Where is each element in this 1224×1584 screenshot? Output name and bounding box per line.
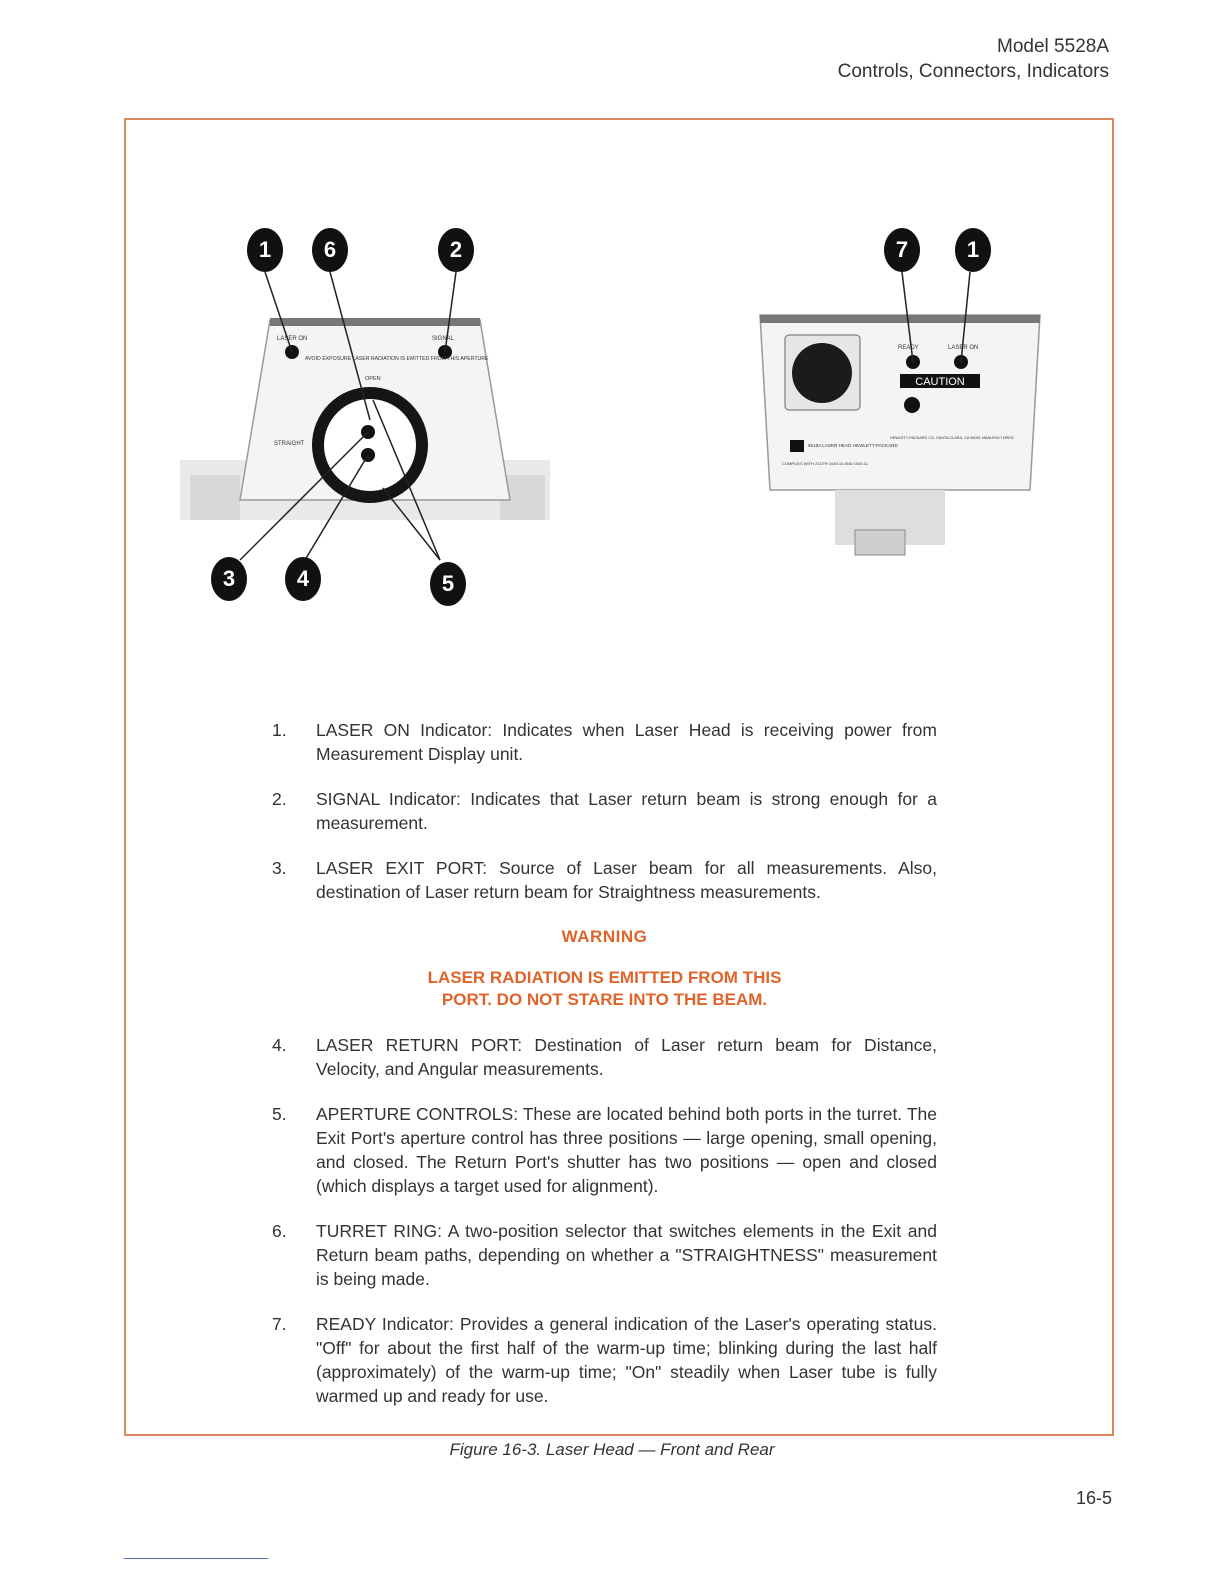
front-signal-label: SIGNAL (432, 336, 455, 342)
warning-line-2: PORT. DO NOT STARE INTO THE BEAM. (441, 990, 768, 1009)
item-number: 7. (272, 1314, 287, 1334)
caution-label: CAUTION (915, 376, 965, 388)
front-warning-label: AVOID EXPOSURE LASER RADIATION IS EMITTED FROM THIS APERTURE (305, 356, 489, 362)
list-item (272, 1102, 937, 1198)
item-text: TURRET RING: A two-position selector that switches elements in the Exit and Return beam paths, depending on whether a "STRAIGHTNESS" measurement is being made. (316, 1221, 937, 1289)
item-number: 5. (272, 1104, 287, 1124)
rear-nameplate: 5518A LASER HEAD HEWLETT-PACKARD (808, 443, 898, 448)
callout-7: 7 (884, 228, 920, 272)
front-laser-on-label: LASER ON (277, 336, 308, 342)
warning-line-1: LASER RADIATION IS EMITTED FROM THIS (427, 968, 782, 987)
rear-ready-label: READY (898, 345, 919, 351)
callout-leader-lines (0, 0, 1224, 700)
item-text: READY Indicator: Provides a general indication of the Laser's operating status. "Off" for about the first half of the warm-up time; blinking during the last half (approximately) of the warm-up time; "On" steadily when Laser tube is fully warmed up and ready for use. (316, 1314, 937, 1406)
list-item (272, 718, 937, 766)
footer-rule (124, 1558, 268, 1559)
header-section: Controls, Connectors, Indicators (837, 61, 1109, 82)
list-item (272, 1219, 937, 1291)
item-number: 6. (272, 1221, 287, 1241)
list-item (272, 1033, 937, 1081)
item-number: 2. (272, 789, 287, 809)
page-number: 16-5 (1075, 1488, 1112, 1508)
item-number: 4. (272, 1035, 287, 1055)
callout-2: 2 (438, 228, 474, 272)
list-item (272, 1312, 937, 1408)
front-straight-label: STRAIGHT (274, 441, 305, 447)
item-number: 3. (272, 858, 287, 878)
callout-5: 5 (430, 562, 466, 606)
warning-title: WARNING (561, 927, 648, 946)
rear-laser-on-label: LASER ON (948, 345, 979, 351)
item-text: APERTURE CONTROLS: These are located behind both ports in the turret. The Exit Port's aperture control has three positions — large opening, small opening, and closed. The Return Port's shutter has two positions — open and closed (which displays a target used for alignment). (316, 1104, 937, 1196)
item-number: 1. (272, 720, 287, 740)
item-text: LASER RETURN PORT: Destination of Laser return beam for Distance, Velocity, and Angular measurements. (316, 1035, 937, 1079)
rear-manufacturer: HEWLETT-PACKARD CO. SANTA CLARA, CA 95051 MANUFACTURED (890, 436, 1014, 440)
callout-3: 3 (211, 557, 247, 601)
item-text: SIGNAL Indicator: Indicates that Laser return beam is strong enough for a measurement. (316, 789, 937, 833)
description-list (272, 718, 937, 1429)
warning-block (272, 925, 937, 1011)
callout-4: 4 (285, 557, 321, 601)
callout-1-front: 1 (247, 228, 283, 272)
item-text: LASER EXIT PORT: Source of Laser beam for all measurements. Also, destination of Laser return beam for Straightness measurements. (316, 858, 937, 902)
list-item (272, 856, 937, 904)
figure-caption: Figure 16-3. Laser Head — Front and Rear (449, 1440, 775, 1459)
item-text: LASER ON Indicator: Indicates when Laser Head is receiving power from Measurement Display unit. (316, 720, 937, 764)
callout-1-rear: 1 (955, 228, 991, 272)
header-model: Model 5528A (997, 36, 1109, 57)
callout-6: 6 (312, 228, 348, 272)
front-open-label: OPEN (365, 376, 381, 382)
list-item (272, 787, 937, 835)
rear-complies: COMPLIES WITH 21CFR 1040.10 AND 1040.11 (782, 461, 868, 466)
